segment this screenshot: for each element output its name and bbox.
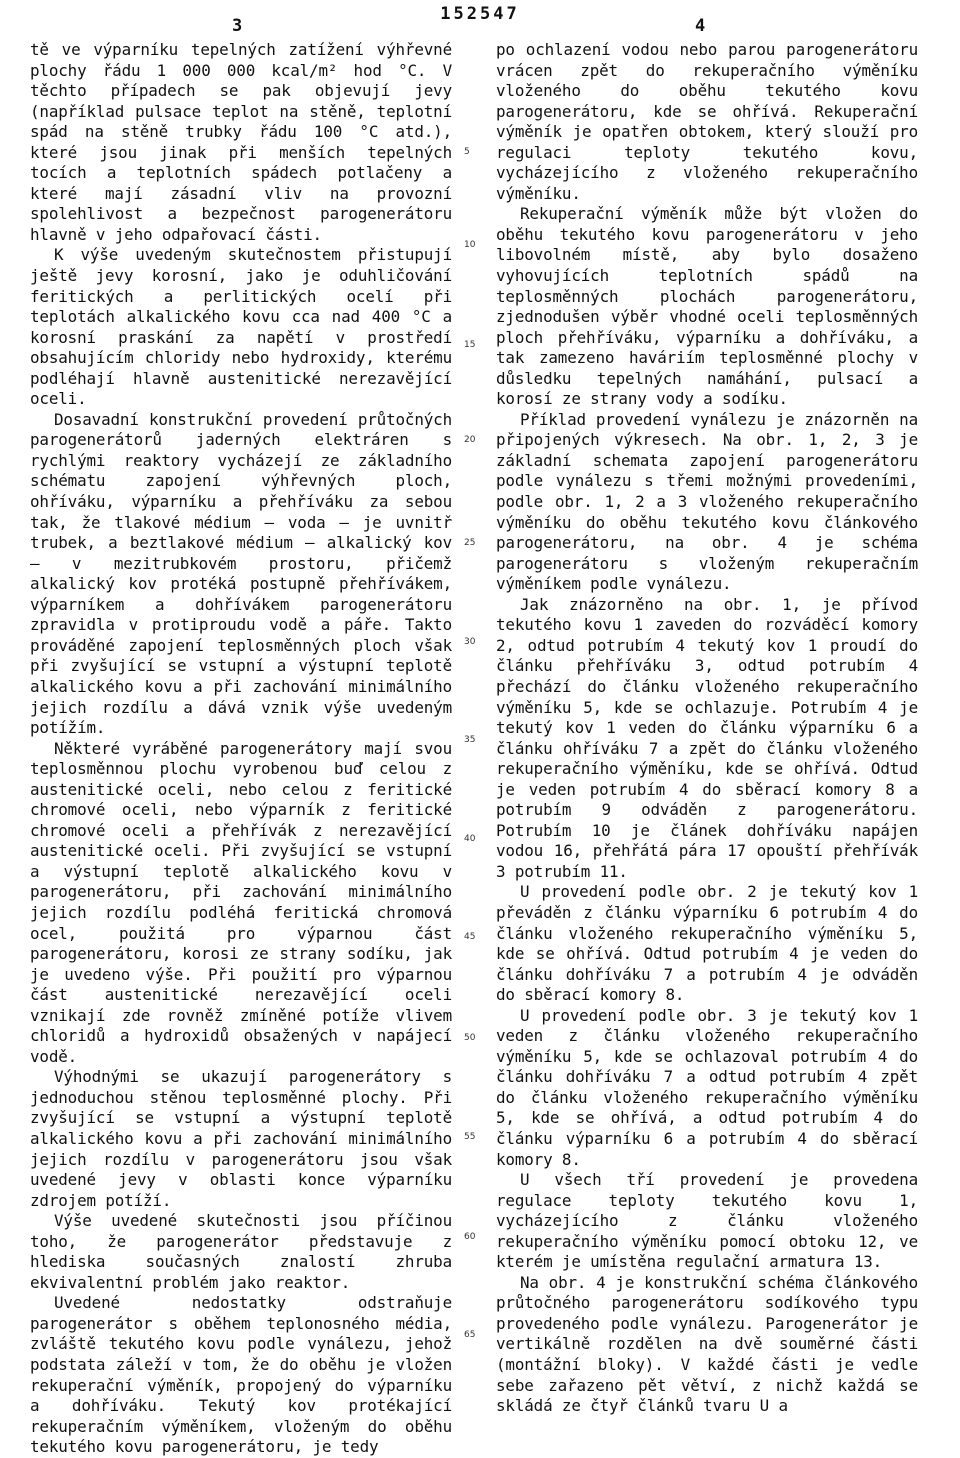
right-text-column bbox=[496, 40, 918, 1417]
paragraph: tě ve výparníku tepelných zatížení výhřevné plochy řádu 1 000 000 kcal/m² hod °C. V těchto případech se pak objevují jevy (například pulsace teplot na stěně, teplotní spád na stěně trubky řádu 100 °C atd.), které jsou jinak při menších tepelných tocích a teplotních spádech potlačeny a které mají zásadní vliv na provozní spolehlivost a bezpečnost parogenerátoru hlavně v jeho odpařovací části. bbox=[30, 40, 452, 244]
paragraph: K výše uvedeným skutečnostem přistupují ještě jevy korosní, jako je oduhličování feritických a perlitických ocelí při teplotách alkalického kovu cca nad 400 °C a korosní praskání za napětí v prostředí obsahujícím chloridy nebo hydroxidy, kterému podléhají hlavně austenitické nerezavějící oceli. bbox=[30, 245, 452, 409]
line-number: 30 bbox=[464, 637, 476, 647]
line-number: 45 bbox=[464, 932, 476, 942]
line-number: 50 bbox=[464, 1033, 476, 1043]
line-number: 60 bbox=[464, 1232, 476, 1242]
line-number: 5 bbox=[464, 147, 470, 157]
line-number: 10 bbox=[464, 240, 476, 250]
paragraph: Příklad provedení vynálezu je znázorněn na připojených výkresech. Na obr. 1, 2, 3 je základní schemata zapojení parogenerátoru podle vynálezu s třemi možnými provedeními, podle obr. 1, 2 a 3 vloženého rekuperačního výměníku do oběhu tekutého kovu článkového parogenerátoru, na obr. 4 je schéma parogenerátoru s vloženým rekuperačním výměníkem podle vynálezu. bbox=[496, 409, 918, 594]
left-text-column bbox=[30, 40, 452, 1458]
paragraph: Některé vyráběné parogenerátory mají svou teplosměnnou plochu vyrobenou buď celou z austenitické oceli, nebo celou z feritické chromové oceli, nebo výparník z feritické chromové oceli a přehřívák z nerezavějící austenitické oceli. Při zvyšující se vstupní a výstupní teplotě alkalického kovu v parogenerátoru, při zachování minimálního jejich rozdílu podléhá feritická chromová ocel, použitá pro výparnou část parogenerátoru, korosi ze strany sodíku, jak je uvedeno výše. Při použití pro výparnou část austenitické nerezavějící oceli vznikají zde rovněž zmíněné potíže vlivem chloridů a hydroxidů obsažených v napájecí vodě. bbox=[30, 738, 452, 1066]
paragraph: Výše uvedené skutečnosti jsou příčinou toho, že parogenerátor představuje z hlediska současných znalostí zhruba ekvivalentní problém jako reaktor. bbox=[30, 1211, 452, 1292]
line-number: 40 bbox=[464, 834, 476, 844]
paragraph: Jak znázorněno na obr. 1, je přívod tekutého kovu 1 zaveden do rozváděcí komory 2, odtud potrubím 4 tekutý kov 1 proudí do článku přehříváku 3, odtud potrubím 4 přechází do článku vloženého rekuperačního výměníku 5, kde se ochlazuje. Potrubím 4 je tekutý kov 1 veden do článku výparníku 6 a článku ohříváku 7 a zpět do článku vloženého rekuperačního výměníku, kde se ohřívá. Odtud je veden potrubím 4 do sběrací komory 8 a potrubím 9 odváděn z parogenerátoru. Potrubím 10 je článek dohříváku napájen vodou 16, přehřátá pára 17 opouští přehřívák 3 potrubím 11. bbox=[496, 594, 918, 881]
paragraph: U provedení podle obr. 2 je tekutý kov 1 převáděn z článku výparníku 6 potrubím 4 do článku vloženého rekuperačního výměníku 5, kde se ohřívá. Odtud potrubím 4 je veden do článku dohříváku 7 a potrubím 4 je odváděn do sběrací komory 8. bbox=[496, 882, 918, 1005]
line-number: 35 bbox=[464, 735, 476, 745]
line-number: 25 bbox=[464, 538, 476, 548]
paragraph: Na obr. 4 je konstrukční schéma článkového průtočného parogenerátoru sodíkového typu provedeného podle vynálezu. Parogenerátor je vertikálně rozdělen na dvě souměrné části (montážní bloky). V každé části je vedle sebe zařazeno pět větví, z nichž každá se skládá ze čtyř článků tvaru U a bbox=[496, 1272, 918, 1416]
paragraph: Dosavadní konstrukční provedení průtočných parogenerátorů jaderných elektráren s rychlými reaktory vycházejí ze základního schématu zapojení výhřevných ploch, ohříváku, výparníku a přehříváku za sebou tak, že tlakové médium — voda — je uvnitř trubek, a beztlakové médium — alkalický kov — v mezitrubkovém prostoru, přičemž alkalický kov protéká postupně přehřívákem, výparníkem a dohřívákem parogenerátoru zpravidla v protiproudu vodě a páře. Takto prováděné zapojení teplosměnných ploch však při zvyšující se vstupní a výstupní teplotě alkalického kovu a při zachování minimálního jejich rozdílu a dává vznik výše uvedeným potížím. bbox=[30, 409, 452, 738]
paragraph: Rekuperační výměník může být vložen do oběhu tekutého kovu parogenerátoru v jeho libovolném místě, aby bylo dosaženo vyhovujících teplotních spádů na teplosměnných plochách parogenerátoru, zjednodušen výběr vhodné oceli teplosměnných ploch přehříváku, výparníku a dohříváku, a tak zamezeno haváriím teplosměnné plochy v důsledku tepelných namáhání, pulsací a korosí ze strany vody a sodíku. bbox=[496, 204, 918, 409]
line-number: 65 bbox=[464, 1330, 476, 1340]
line-number: 20 bbox=[464, 435, 476, 445]
paragraph: po ochlazení vodou nebo parou parogenerátoru vrácen zpět do rekuperačního výměníku vloženého do oběhu tekutého kovu parogenerátoru, kde se ohřívá. Rekuperační výměník je opatřen obtokem, který slouží pro regulaci teploty tekutého kovu, vycházejícího z vloženého rekuperačního výměníku. bbox=[496, 40, 918, 203]
patent-number: 152547 bbox=[440, 4, 520, 24]
paragraph: U provedení podle obr. 3 je tekutý kov 1 veden z článku vloženého rekuperačního výměníku 5, kde se ochlazoval potrubím 4 do článku dohříváku 7 a odtud potrubím 4 zpět do článku vloženého rekuperačního výměníku 5, kde se ohřívá, a odtud potrubím 4 do článku výparníku 6 a potrubím 4 do sběrací komory 8. bbox=[496, 1005, 918, 1169]
paragraph: Uvedené nedostatky odstraňuje parogenerátor s oběhem teplonosného média, zvláště tekutého kovu podle vynálezu, jehož podstata záleží v tom, že do oběhu je vložen rekuperační výměník, propojený do výparníku a dohříváku. Tekutý kov protékající rekuperačním výměníkem, vloženým do oběhu tekutého kovu parogenerátoru, je tedy bbox=[30, 1293, 452, 1457]
paragraph: Výhodnými se ukazují parogenerátory s jednoduchou stěnou teplosměnné plochy. Při zvyšující se vstupní a výstupní teplotě alkalického kovu a při zachování minimálního jejich rozdílu v parogenerátoru jsou však uvedené jevy v oblasti konce výparníku zdrojem potíží. bbox=[30, 1067, 452, 1210]
page-number-right: 4 bbox=[695, 16, 707, 36]
page-number-left: 3 bbox=[232, 16, 244, 36]
line-number: 15 bbox=[464, 340, 476, 350]
line-number: 55 bbox=[464, 1132, 476, 1142]
paragraph: U všech tří provedení je provedena regulace teploty tekutého kovu 1, vycházejícího z článku vloženého rekuperačního výměníku pomocí obtoku 12, ve kterém je umístěna regulační armatura 13. bbox=[496, 1170, 918, 1272]
